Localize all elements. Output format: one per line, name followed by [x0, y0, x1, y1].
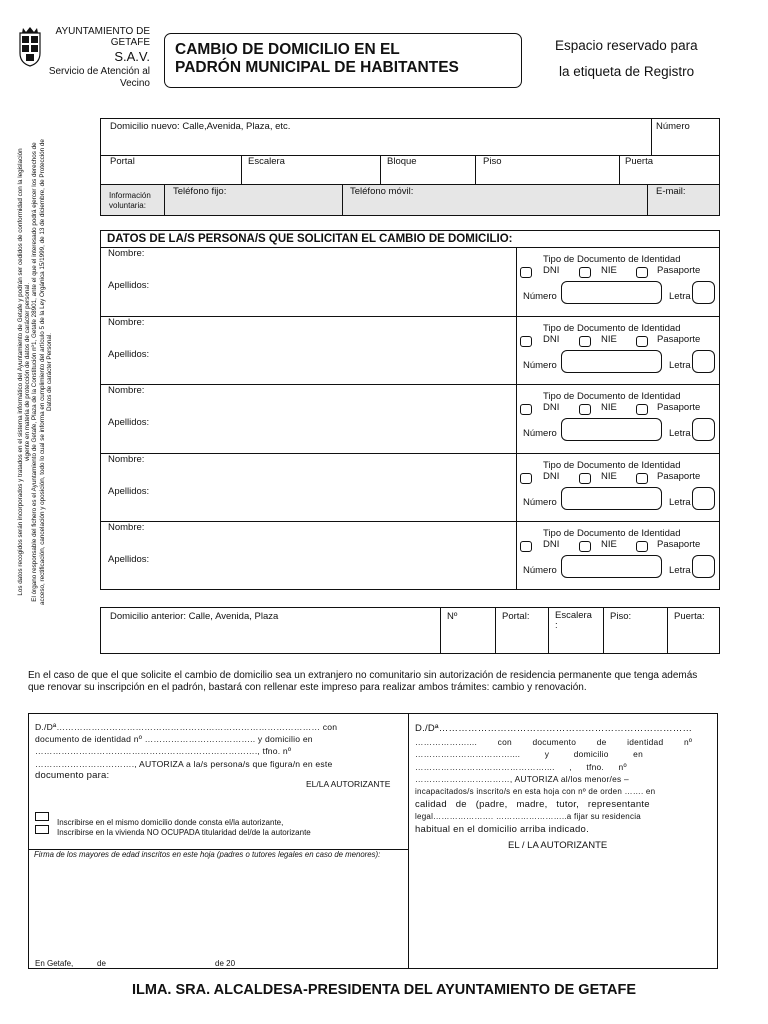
date-de-label: de: [97, 959, 106, 968]
person-surname-label: Apellidos:: [108, 417, 150, 428]
dni-label: DNI: [543, 334, 560, 345]
auth-left-text: [35, 721, 395, 782]
doc-type-label: Tipo de Documento de Identidad: [543, 528, 681, 539]
place-label: En Getafe,: [35, 959, 74, 968]
prev-street-label: Domicilio anterior: Calle, Avenida, Plaza: [110, 611, 279, 622]
doc-number-input[interactable]: [561, 350, 662, 373]
privacy-note-line1: Los datos recogidos serán incorporados y tratados en el sistema informático del Ayuntamiento de Getafe y podrán ser cedidos de conformidad con la legislación: [17, 148, 24, 596]
new-floor-label: Piso: [483, 156, 502, 167]
person-name-label: Nombre:: [108, 454, 145, 465]
right-signature-area[interactable]: [410, 856, 715, 964]
nie-checkbox[interactable]: [579, 336, 591, 347]
dni-checkbox[interactable]: [520, 336, 532, 347]
letter-label: Letra: [669, 428, 691, 439]
auth-right-line2: ……………….... con documento de identidad nº: [415, 736, 693, 747]
foreigner-notice-line1: En el caso de que el que solicite el cambio de domicilio sea un extranjero no comunitario sin autorización de residencia permanente que tenga además: [28, 670, 698, 681]
person-row: [100, 247, 720, 315]
person-surname-label: Apellidos:: [108, 280, 150, 291]
number-label: Número: [523, 497, 557, 508]
person-name-label: Nombre:: [108, 248, 145, 259]
doc-letter-input[interactable]: [692, 555, 715, 578]
phone-input[interactable]: [165, 197, 340, 213]
auth-right-line7: calidad de (padre, madre, tutor, representante: [415, 798, 650, 810]
privacy-note-line5: Datos de carácter Personal.: [45, 332, 53, 412]
doc-type-label: Tipo de Documento de Identidad: [543, 323, 681, 334]
dni-label: DNI: [543, 471, 560, 482]
new-street-input[interactable]: [101, 131, 649, 153]
dni-label: DNI: [543, 402, 560, 413]
auth-right-line5: ……………………………, AUTORIZA al/los menor/es –: [415, 774, 629, 785]
prev-portal-label: Portal:: [502, 611, 530, 622]
email-label: E-mail:: [656, 186, 686, 197]
auth-left-signer: EL/LA AUTORIZANTE: [306, 779, 391, 789]
number-label: Número: [523, 291, 557, 302]
new-block-label: Bloque: [387, 156, 417, 167]
addressee-footer: ILMA. SRA. ALCALDESA-PRESIDENTA DEL AYUNTAMIENTO DE GETAFE: [131, 982, 637, 998]
letter-label: Letra: [669, 291, 691, 302]
passport-checkbox[interactable]: [636, 336, 648, 347]
prev-street-input[interactable]: [102, 622, 437, 652]
auth-left-line2: documento de identidad nº ……………………………….. y domicilio en: [35, 734, 313, 745]
signature-area[interactable]: [30, 872, 405, 952]
registry-reserved-line2: la etiqueta de Registro: [559, 64, 695, 79]
auth-right-signer: EL / LA AUTORIZANTE: [508, 840, 608, 851]
org-name: AYUNTAMIENTO DE GETAFE: [55, 26, 150, 48]
person-row: [100, 453, 720, 521]
nie-checkbox[interactable]: [579, 473, 591, 484]
passport-checkbox[interactable]: [636, 473, 648, 484]
auth-right-line6: incapacitados/s inscrito/s en esta hoja con nº de orden ……. en: [415, 786, 656, 796]
sav-label: S.A.V.: [114, 49, 150, 64]
number-label: Número: [523, 428, 557, 439]
doc-number-input[interactable]: [561, 487, 662, 510]
dni-checkbox[interactable]: [520, 473, 532, 484]
foreigner-notice-line2: que renovar su inscripción en el padrón, bastará con rellenar este impreso para realizar ambos trámites: cambio y renovación.: [28, 681, 587, 693]
nie-label: NIE: [601, 539, 617, 550]
auth-left-line1: D./Dª……………………………………………………………………………… con: [35, 722, 338, 732]
signature-note: Firma de los mayores de edad inscritos en este hoja (padres o tutores legales en caso de menores):: [34, 850, 381, 859]
doc-letter-input[interactable]: [692, 487, 715, 510]
privacy-note-line3: El órgano responsable del fichero es el Ayuntamiento de Getafe, Plaza de la Constitución nº1, Getafe 28901, ante el que el interesado podrá ejercer los derechos de: [31, 142, 39, 602]
nie-label: NIE: [601, 402, 617, 413]
person-surname-label: Apellidos:: [108, 554, 150, 565]
date-year-label: de 20: [215, 959, 236, 968]
doc-number-input[interactable]: [561, 281, 662, 304]
auth-left-line5: documento para:: [35, 769, 110, 781]
prev-number-label: Nº: [447, 611, 458, 622]
passport-label: Pasaporte: [657, 471, 701, 482]
prev-floor-label: Piso:: [610, 611, 632, 622]
mobile-label: Teléfono móvil:: [350, 186, 414, 197]
passport-checkbox[interactable]: [636, 541, 648, 552]
person-row: [100, 521, 720, 589]
nie-checkbox[interactable]: [579, 404, 591, 415]
passport-label: Pasaporte: [657, 265, 701, 276]
number-label: Número: [523, 565, 557, 576]
doc-type-label: Tipo de Documento de Identidad: [543, 391, 681, 402]
same-address-label: Inscribirse en el mismo domicilio donde consta el/la autorizante,: [57, 818, 284, 827]
person-name-label: Nombre:: [108, 522, 145, 533]
auth-right-line4: ……………………………………….... , tfno. nº: [415, 761, 627, 772]
phone-label: Teléfono fijo:: [173, 186, 227, 197]
passport-label: Pasaporte: [657, 402, 701, 413]
form-title-box: [164, 33, 522, 88]
nie-checkbox[interactable]: [579, 267, 591, 278]
prev-stairs-label: Escalera :: [555, 610, 592, 631]
letter-label: Letra: [669, 497, 691, 508]
auth-left-line4: ……………………………., AUTORIZA a la/s persona/s que figura/n en este: [35, 758, 333, 769]
new-stairs-label: Escalera: [248, 156, 285, 167]
passport-checkbox[interactable]: [636, 404, 648, 415]
form-title-line1: CAMBIO DE DOMICILIO EN EL: [175, 41, 400, 58]
passport-checkbox[interactable]: [636, 267, 648, 278]
person-row: [100, 384, 720, 452]
doc-number-input[interactable]: [561, 555, 662, 578]
prev-door-label: Puerta:: [674, 611, 705, 622]
person-name-label: Nombre:: [108, 385, 145, 396]
auth-right-line9: habitual en el domicilio arriba indicado.: [415, 823, 589, 835]
same-address-checkbox[interactable]: [35, 812, 49, 821]
privacy-note-line4: acceso, rectificación, cancelación y oposición, todo lo cual se informa en cumplimiento del artículo 5 de la Ley Orgánica 15/1999, de 13 de diciembre, de Protección de: [38, 139, 46, 605]
new-door-label: Puerta: [625, 156, 653, 167]
auth-right-text: [415, 723, 715, 836]
doc-letter-input[interactable]: [692, 418, 715, 441]
privacy-note-line2: vigente en materia de protección de datos de carácter personal.: [24, 282, 32, 462]
dni-checkbox[interactable]: [520, 267, 532, 278]
registry-reserved-line1: Espacio reservado para: [555, 38, 698, 53]
person-surname-label: Apellidos:: [108, 349, 150, 360]
auth-left-line3: …………………………………………………………………., tfno. nº: [35, 746, 292, 757]
doc-type-label: Tipo de Documento de Identidad: [543, 460, 681, 471]
dni-checkbox[interactable]: [520, 541, 532, 552]
email-input[interactable]: [648, 197, 718, 213]
number-label: Número: [523, 360, 557, 371]
privacy-note: [17, 107, 77, 637]
empty-dwelling-label: Inscribirse en la vivienda NO OCUPADA titularidad del/de la autorizante: [57, 828, 311, 837]
doc-letter-input[interactable]: [692, 281, 715, 304]
auth-right-line1: D./Dª……………………………………………………………………: [415, 723, 693, 734]
service-label: Servicio de Atención al Vecino: [48, 66, 150, 89]
dni-label: DNI: [543, 265, 560, 276]
nie-label: NIE: [601, 334, 617, 345]
dni-label: DNI: [543, 539, 560, 550]
doc-letter-input[interactable]: [692, 350, 715, 373]
nie-label: NIE: [601, 471, 617, 482]
passport-label: Pasaporte: [657, 539, 701, 550]
dni-checkbox[interactable]: [520, 404, 532, 415]
passport-label: Pasaporte: [657, 334, 701, 345]
form-title-line2: PADRÓN MUNICIPAL DE HABITANTES: [175, 59, 459, 76]
foreigner-notice: [28, 670, 748, 693]
new-number-input[interactable]: [652, 131, 718, 153]
doc-number-input[interactable]: [561, 418, 662, 441]
auth-right-line8: legal…………………. ……………………..a fijar su residencia: [415, 812, 641, 822]
person-row: [100, 316, 720, 384]
doc-type-label: Tipo de Documento de Identidad: [543, 254, 681, 265]
optional-info-label: Información voluntaria:: [109, 191, 151, 210]
letter-label: Letra: [669, 565, 691, 576]
auth-right-line3: …………………………….... y domicilio en: [415, 749, 643, 760]
letter-label: Letra: [669, 360, 691, 371]
person-surname-label: Apellidos:: [108, 486, 150, 497]
nie-label: NIE: [601, 265, 617, 276]
empty-dwelling-checkbox[interactable]: [35, 825, 49, 834]
person-name-label: Nombre:: [108, 317, 145, 328]
new-portal-label: Portal: [110, 156, 135, 167]
new-number-label: Número: [656, 121, 690, 132]
persons-heading: DATOS DE LA/S PERSONA/S QUE SOLICITAN EL CAMBIO DE DOMICILIO:: [107, 233, 513, 245]
mobile-input[interactable]: [343, 197, 645, 213]
new-street-label: Domicilio nuevo: Calle,Avenida, Plaza, etc.: [110, 121, 291, 132]
nie-checkbox[interactable]: [579, 541, 591, 552]
